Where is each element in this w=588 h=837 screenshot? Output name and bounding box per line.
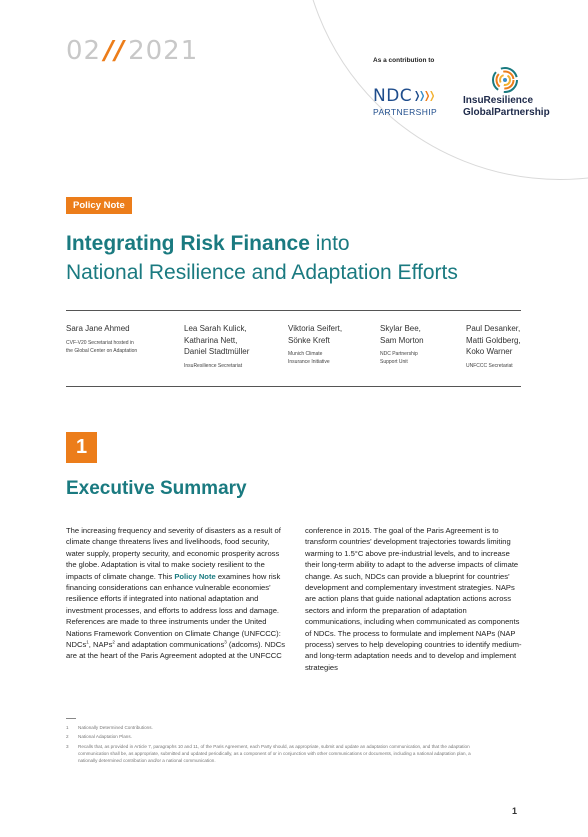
decorative-arc: [300, 0, 588, 180]
issue-number: [66, 36, 198, 66]
author-affiliation: Munich Climate Insurance Initiative: [288, 351, 330, 365]
ndc-logo-text: NDC: [373, 86, 413, 106]
insuresilience-swirl-icon: [490, 65, 520, 95]
issue-num: 02: [66, 36, 102, 66]
page-number: 1: [512, 806, 518, 816]
footnotes: [66, 724, 488, 766]
section-number: 1: [66, 432, 97, 463]
footnote: 1 Nationally Determined Contributions.: [66, 725, 153, 730]
author-names: Viktoria Seifert, Sönke Kreft: [288, 324, 343, 345]
insu-line1: InsuResilience: [463, 95, 534, 106]
title-bold: Integrating Risk Finance: [66, 232, 310, 255]
body-column-left: The increasing frequency and severity of disasters as a result of climate change threatens lives and livelihoods, food security, water supply, property security, and economic prosperity across the globe. Adaptation is vital to make society resilient to the impacts of climate change. This Policy Note examines how risk financing considerations can enhance vulnerable economies’ resilience efforts if integrated into national adaptation and investment processes, and efforts to address loss and damage. References are made to three instruments under the United Nations Framework Convention on Climate Change (UNFCCC): NDCs$^1$, NAPs$^2$ and adaptation communications$^3$ (adcoms). NDCs are at the heart of the Paris Agreement adopted at the UNFCCC: [66, 526, 286, 661]
issue-slash-icon: //: [104, 36, 126, 66]
author-block: [288, 323, 368, 366]
author-names: Lea Sarah Kulick, Katharina Nett, Daniel Stadtmüller: [184, 324, 250, 356]
author-affiliation: CVF-V20 Secretariat hosted in the Global Center on Adaptation: [66, 339, 138, 354]
document-title: [66, 232, 458, 285]
ndc-partnership-logo: [373, 86, 437, 117]
author-block: [66, 323, 166, 355]
contribution-label: As a contribution to: [373, 57, 435, 64]
author-names: Paul Desanker, Matti Goldberg, Koko Warner: [466, 324, 521, 356]
footnote-ref[interactable]: 1: [86, 639, 89, 645]
author-names: Sara Jane Ahmed: [66, 324, 130, 333]
divider-top: [66, 310, 521, 311]
author-block: [184, 323, 274, 370]
insu-line2: GlobalPartnership: [463, 107, 550, 118]
title-line2: National Resilience and Adaptation Efforts: [66, 261, 458, 284]
footnote: 3 Recalls that, as provided in Article 7, paragraphs 10 and 11, of the Paris Agreement, each Party should, as appropriate, submit and update an adaptation communication, and that the adaptation communication shall be, as appropriate, submitted and updated periodically, as a component of or in conjunction with other communications or documents, including a national adaptation plan, a nationally determined contribution and/or a national communication.: [66, 743, 471, 764]
author-affiliation: NDC Partnership Support Unit: [380, 351, 418, 365]
author-names: Skylar Bee, Sam Morton: [380, 324, 424, 345]
footnote-ref[interactable]: 3: [224, 639, 227, 645]
title-light: into: [309, 232, 350, 255]
footnote: 2 National Adaptation Plans.: [66, 734, 132, 740]
author-affiliation: UNFCCC Secretariat: [466, 362, 513, 369]
ndc-logo-bottom: PARTNERSHIP: [373, 107, 438, 117]
author-block: [380, 323, 460, 366]
policy-note-badge: Policy Note: [66, 197, 132, 214]
footnote-ref[interactable]: 2: [112, 639, 115, 645]
issue-year: 2021: [128, 36, 199, 66]
footnote-rule: [66, 718, 76, 719]
policy-note-highlight: Policy Note: [174, 571, 216, 581]
author-block: [466, 323, 536, 370]
author-affiliation: InsuResilience Secretariat: [184, 362, 243, 369]
section-title: Executive Summary: [66, 478, 247, 499]
chevrons-icon: [414, 91, 434, 101]
divider-bottom: [66, 386, 521, 387]
ndc-logo-top: [373, 86, 437, 106]
insuresilience-logo-text: [463, 95, 550, 119]
body-column-right: conference in 2015. The goal of the Paris Agreement is to transform countries’ development trajectories towards limiting warming to 1.5°C above pre-industrial levels, and to increase their long-term ability to adapt to the adverse impacts of climate change. As such, NDCs can provide a blueprint for countries’ development and complementary investment strategies. NAPs are action plans that guide national adaptation actions across sectors and inform the preparation of adaptation communications, including when communicated as components of NDCs. The process to formulate and implement NAPs (NAP process) serves to help developing countries to identify medium- and long-term adaptation needs and to develop and implement strategies: [305, 526, 522, 672]
